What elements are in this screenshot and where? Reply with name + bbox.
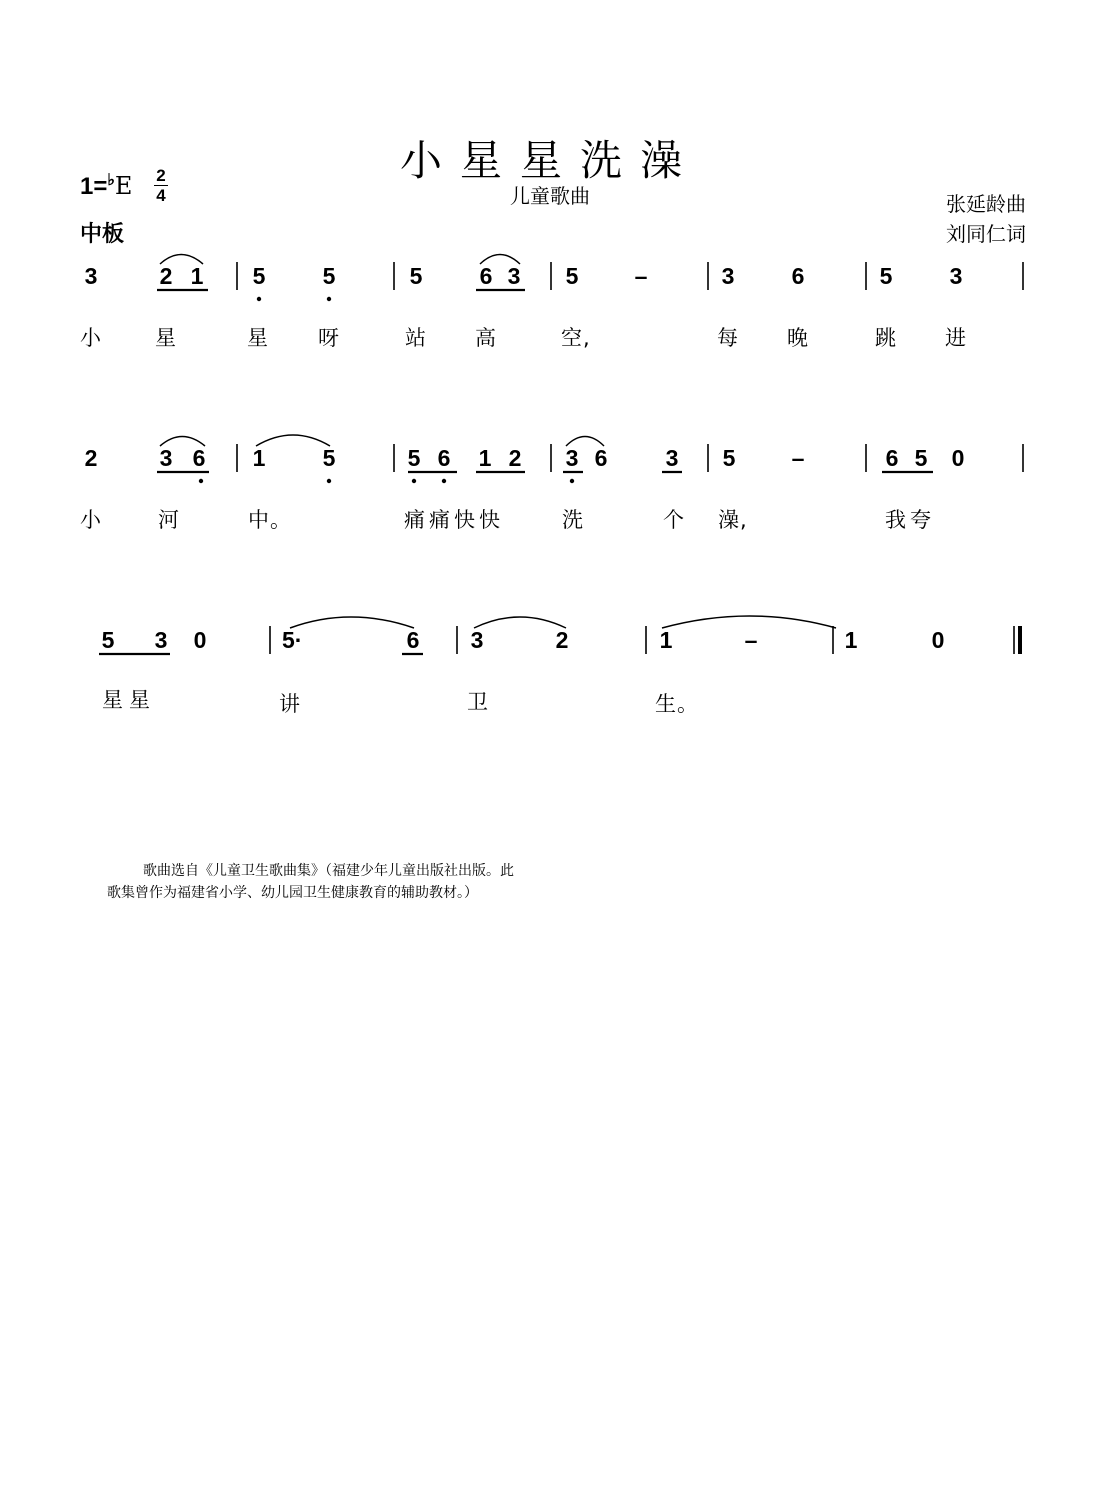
note: 6	[406, 627, 420, 653]
note: 5	[722, 445, 736, 471]
lyric: 中。	[248, 508, 292, 532]
rest: 0	[193, 627, 207, 653]
note: 2	[159, 263, 173, 289]
note: 6	[479, 263, 493, 289]
song-subtitle: 儿童歌曲	[510, 184, 590, 208]
note: 1	[252, 445, 266, 471]
key-note: E	[114, 172, 133, 200]
slur	[474, 617, 566, 628]
lyric: 生。	[655, 692, 699, 716]
note: 6	[885, 445, 899, 471]
lyric: 澡,	[718, 508, 748, 532]
note: 5	[252, 263, 266, 289]
note: 3	[154, 627, 168, 653]
lyric: 星	[247, 326, 269, 350]
note: 5	[914, 445, 928, 471]
note: 5	[322, 263, 336, 289]
lyric: 每	[717, 326, 739, 350]
rest: 0	[931, 627, 945, 653]
flat-sign: ♭	[107, 172, 115, 189]
lyric: 进	[945, 326, 967, 350]
time-numerator: 2	[156, 166, 166, 185]
lyric: 小	[80, 326, 102, 350]
key-prefix: 1=	[80, 173, 108, 200]
lyric: 小	[80, 508, 102, 532]
note: 3	[470, 627, 484, 653]
note: 1	[659, 627, 673, 653]
note: 2	[555, 627, 569, 653]
note: 3	[949, 263, 963, 289]
octave-dot	[412, 479, 416, 483]
slur	[290, 617, 414, 628]
lyric: 晚	[787, 326, 809, 350]
dash: –	[744, 627, 758, 653]
note: 6	[192, 445, 206, 471]
note: 6	[594, 445, 608, 471]
note: 5	[409, 263, 423, 289]
octave-dot	[570, 479, 574, 483]
dotted-note: 5·	[282, 627, 303, 653]
note: 6	[791, 263, 805, 289]
footnote: 歌曲选自《儿童卫生歌曲集》（福建少年儿童出版社出版。此歌集曾作为福建省小学、幼儿园卫生健康教育的辅助教材。）	[107, 863, 514, 901]
lyric: 星星	[102, 688, 156, 712]
note: 5	[879, 263, 893, 289]
lyric: 河	[158, 508, 180, 532]
octave-dot	[327, 297, 331, 301]
note: 3	[507, 263, 521, 289]
note: 3	[84, 263, 98, 289]
note: 5	[407, 445, 421, 471]
lyric: 空,	[561, 326, 591, 350]
note: 3	[721, 263, 735, 289]
lyric: 个	[663, 508, 685, 532]
lyric: 我夸	[885, 508, 935, 532]
note: 2	[84, 445, 98, 471]
composer-credit: 张延龄曲	[946, 192, 1026, 216]
lyric: 呀	[318, 326, 340, 350]
note: 2	[508, 445, 522, 471]
lyric: 星	[155, 326, 177, 350]
lyric: 高	[475, 326, 497, 350]
octave-dot	[199, 479, 203, 483]
note: 3	[159, 445, 173, 471]
rest: 0	[951, 445, 965, 471]
slur	[256, 435, 330, 446]
note: 1	[190, 263, 204, 289]
lyric: 痛痛快快	[404, 508, 504, 532]
dash: –	[634, 263, 648, 289]
note: 5	[565, 263, 579, 289]
song-title: 小星星洗澡	[399, 136, 700, 185]
octave-dot	[327, 479, 331, 483]
tempo-marking: 中板	[80, 222, 125, 247]
note: 5	[322, 445, 336, 471]
note: 5	[101, 627, 115, 653]
dash: –	[791, 445, 805, 471]
note: 1	[844, 627, 858, 653]
note: 3	[665, 445, 679, 471]
time-denominator: 4	[156, 186, 166, 205]
note: 1	[478, 445, 492, 471]
note: 3	[565, 445, 579, 471]
octave-dot	[442, 479, 446, 483]
lyricist-credit: 刘同仁词	[946, 222, 1026, 246]
octave-dot	[257, 297, 261, 301]
lyric: 洗	[562, 508, 584, 532]
lyric: 跳	[875, 326, 897, 350]
note: 6	[437, 445, 451, 471]
lyric: 站	[405, 326, 427, 350]
lyric: 讲	[279, 692, 301, 716]
lyric: 卫	[467, 690, 489, 714]
